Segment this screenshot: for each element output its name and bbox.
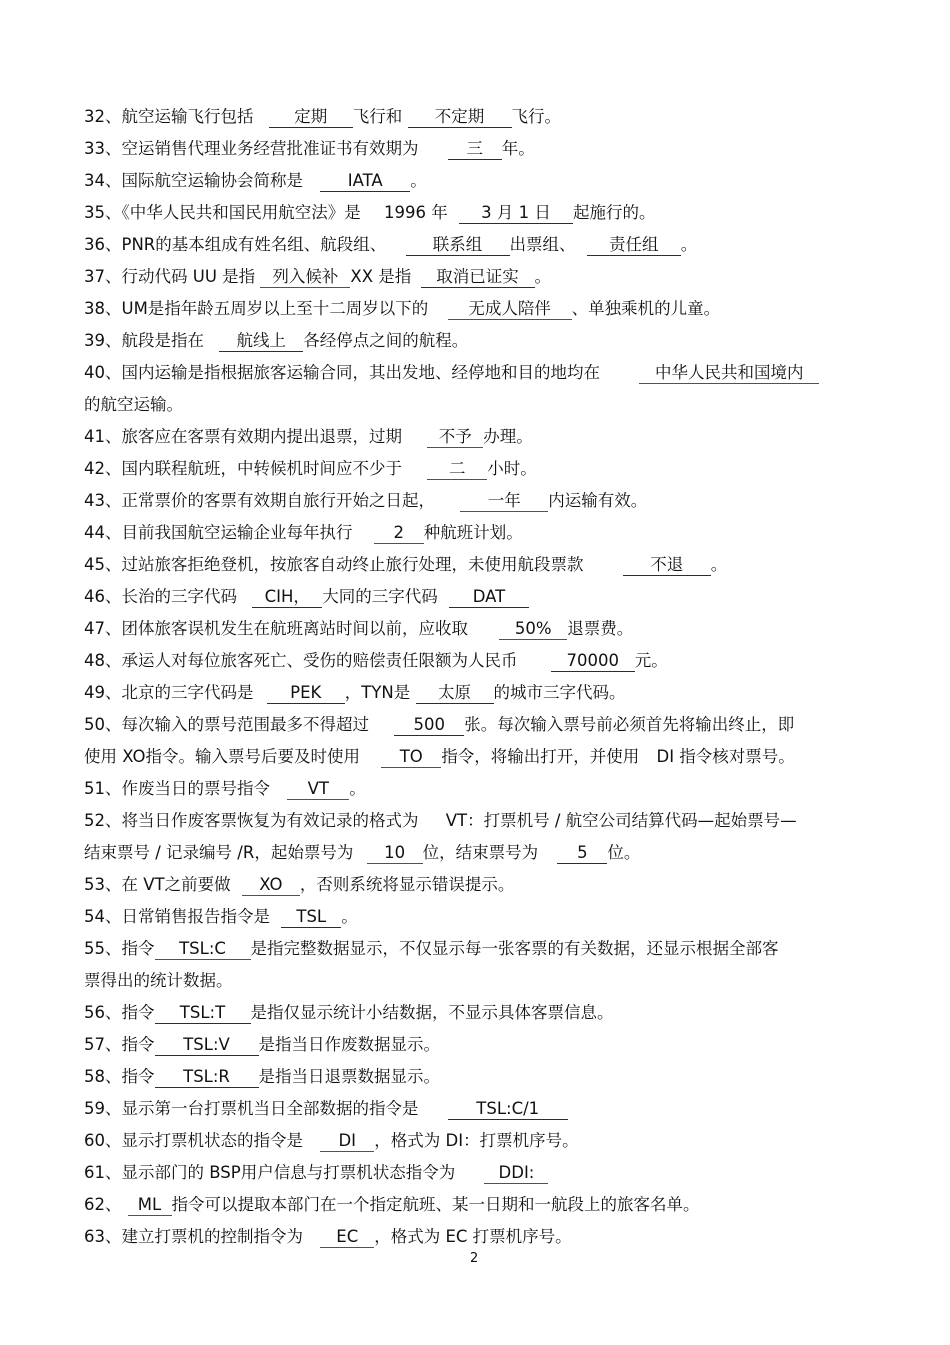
question-38: 38、UM是指年龄五周岁以上至十二周岁以下的 无成人陪伴 、单独乘机的儿童。	[84, 299, 721, 318]
answer-blank: ML	[128, 1195, 172, 1216]
question-61: 61、显示部门的 BSP用户信息与打票机状态指令为 DDI:	[84, 1161, 548, 1185]
answer-blank: 70000	[551, 651, 635, 672]
question-49: 49、北京的三字代码是 PEK ，TYN是 太原 的城市三字代码。	[84, 683, 626, 702]
answer-blank: 航线上	[219, 331, 303, 352]
question-51: 51、作废当日的票号指令 VT 。	[84, 779, 366, 798]
answer-blank: DAT	[449, 587, 529, 608]
question-33: 33、空运销售代理业务经营批准证书有效期为 三 年。	[84, 139, 535, 158]
question-37: 37、行动代码 UU 是指 列入候补 XX 是指 取消已证实 。	[84, 267, 551, 286]
answer-blank: VT	[287, 779, 349, 800]
answer-blank: 三	[448, 139, 502, 160]
answer-blank: 3 月 1 日	[459, 203, 573, 224]
answer-blank: 一年	[460, 491, 548, 512]
question-47: 47、团体旅客误机发生在航班离站时间以前，应收取 50% 退票费。	[84, 619, 634, 638]
answer-blank: 不予	[427, 427, 483, 448]
question-55-cont: 票得出的统计数据。	[84, 971, 233, 990]
answer-blank: 不定期	[408, 107, 512, 128]
question-42: 42、国内联程航班，中转候机时间应不少于 二 小时。	[84, 459, 537, 478]
question-35: 35、《中华人民共和国民用航空法》是 1996 年 3 月 1 日 起施行的。	[84, 203, 656, 222]
answer-blank: TSL:C	[155, 939, 251, 960]
answer-blank: DI	[320, 1131, 374, 1152]
question-54: 54、日常销售报告指令是 TSL 。	[84, 907, 358, 926]
answer-blank: PEK	[267, 683, 345, 704]
answer-blank: 500	[394, 715, 464, 736]
answer-blank: TSL:T	[155, 1003, 251, 1024]
question-39: 39、航段是指在 航线上 各经停点之间的航程。	[84, 331, 469, 350]
question-48: 48、承运人对每位旅客死亡、受伤的赔偿责任限额为人民币 70000 元。	[84, 651, 668, 670]
answer-blank: 列入候补	[260, 267, 350, 288]
question-44: 44、目前我国航空运输企业每年执行 2 种航班计划。	[84, 523, 523, 542]
page-number: 2	[470, 1251, 479, 1266]
answer-blank: 不退	[623, 555, 711, 576]
answer-blank: IATA	[320, 171, 410, 192]
answer-blank: 责任组	[587, 235, 681, 256]
question-36: 36、PNR的基本组成有姓名组、航段组、 联系组 出票组、 责任组 。	[84, 235, 698, 254]
answer-blank: TSL:R	[155, 1067, 259, 1088]
question-45: 45、过站旅客拒绝登机，按旅客自动终止旅行处理，未使用航段票款 不退 。	[84, 555, 728, 574]
answer-blank: 中华人民共和国境内	[639, 363, 819, 384]
answer-blank: 取消已证实	[421, 267, 535, 288]
question-32: 32、航空运输飞行包括 定期 飞行和 不定期 飞行。	[84, 107, 561, 126]
answer-blank: DDI:	[484, 1163, 548, 1184]
question-41: 41、旅客应在客票有效期内提出退票，过期 不予 办理。	[84, 427, 533, 446]
question-58: 58、指令 TSL:R 是指当日退票数据显示。	[84, 1067, 440, 1086]
question-46: 46、长治的三字代码 CIH， 大同的三字代码 DAT	[84, 585, 529, 609]
question-43: 43、正常票价的客票有效期自旅行开始之日起， 一年 内运输有效。	[84, 491, 648, 510]
answer-blank: 二	[427, 459, 487, 480]
answer-blank: 定期	[269, 107, 353, 128]
question-50-cont: 使用 XO指令。输入票号后要及时使用 TO 指令，将输出打开，并使用 DI 指令核对票号。	[84, 747, 795, 766]
question-52-cont: 结束票号 / 记录编号 /R，起始票号为 10 位，结束票号为 5 位。	[84, 843, 641, 862]
question-63: 63、建立打票机的控制指令为 EC ，格式为 EC 打票机序号。	[84, 1227, 572, 1246]
answer-blank: TSL:C/1	[448, 1099, 568, 1120]
question-59: 59、显示第一台打票机当日全部数据的指令是 TSL:C/1	[84, 1097, 568, 1121]
question-40-cont: 的航空运输。	[84, 395, 183, 414]
question-56: 56、指令 TSL:T 是指仅显示统计小结数据，不显示具体客票信息。	[84, 1003, 614, 1022]
answer-blank: TO	[381, 747, 441, 768]
answer-blank: EC	[320, 1227, 374, 1248]
question-34: 34、国际航空运输协会简称是 IATA 。	[84, 171, 427, 190]
answer-blank: 10	[367, 843, 423, 864]
question-62: 62、 ML 指令可以提取本部门在一个指定航班、某一日期和一航段上的旅客名单。	[84, 1195, 700, 1214]
answer-blank: TSL:V	[155, 1035, 259, 1056]
answer-blank: CIH，	[252, 587, 322, 608]
answer-blank: 2	[374, 523, 424, 544]
question-57: 57、指令 TSL:V 是指当日作废数据显示。	[84, 1035, 440, 1054]
answer-blank: 无成人陪伴	[448, 299, 572, 320]
answer-blank: 联系组	[406, 235, 510, 256]
question-52: 52、将当日作废客票恢复为有效记录的格式为 VT：打票机号 / 航空公司结算代码—起始票号—	[84, 811, 797, 830]
answer-blank: 50%	[499, 619, 567, 640]
answer-blank: 太原	[416, 683, 494, 704]
question-60: 60、显示打票机状态的指令是 DI ，格式为 DI：打票机序号。	[84, 1131, 579, 1150]
answer-blank: XO	[242, 875, 300, 896]
answer-blank: TSL	[281, 907, 341, 928]
answer-blank: 5	[557, 843, 607, 864]
question-53: 53、在 VT之前要做 XO ，否则系统将显示错误提示。	[84, 875, 515, 894]
question-50: 50、每次输入的票号范围最多不得超过 500 张。每次输入票号前必须首先将输出终止，即	[84, 715, 795, 734]
question-55: 55、指令 TSL:C 是指完整数据显示，不仅显示每一张客票的有关数据，还显示根据全部客	[84, 939, 779, 958]
question-40: 40、国内运输是指根据旅客运输合同，其出发地、经停地和目的地均在 中华人民共和国境内	[84, 361, 819, 385]
